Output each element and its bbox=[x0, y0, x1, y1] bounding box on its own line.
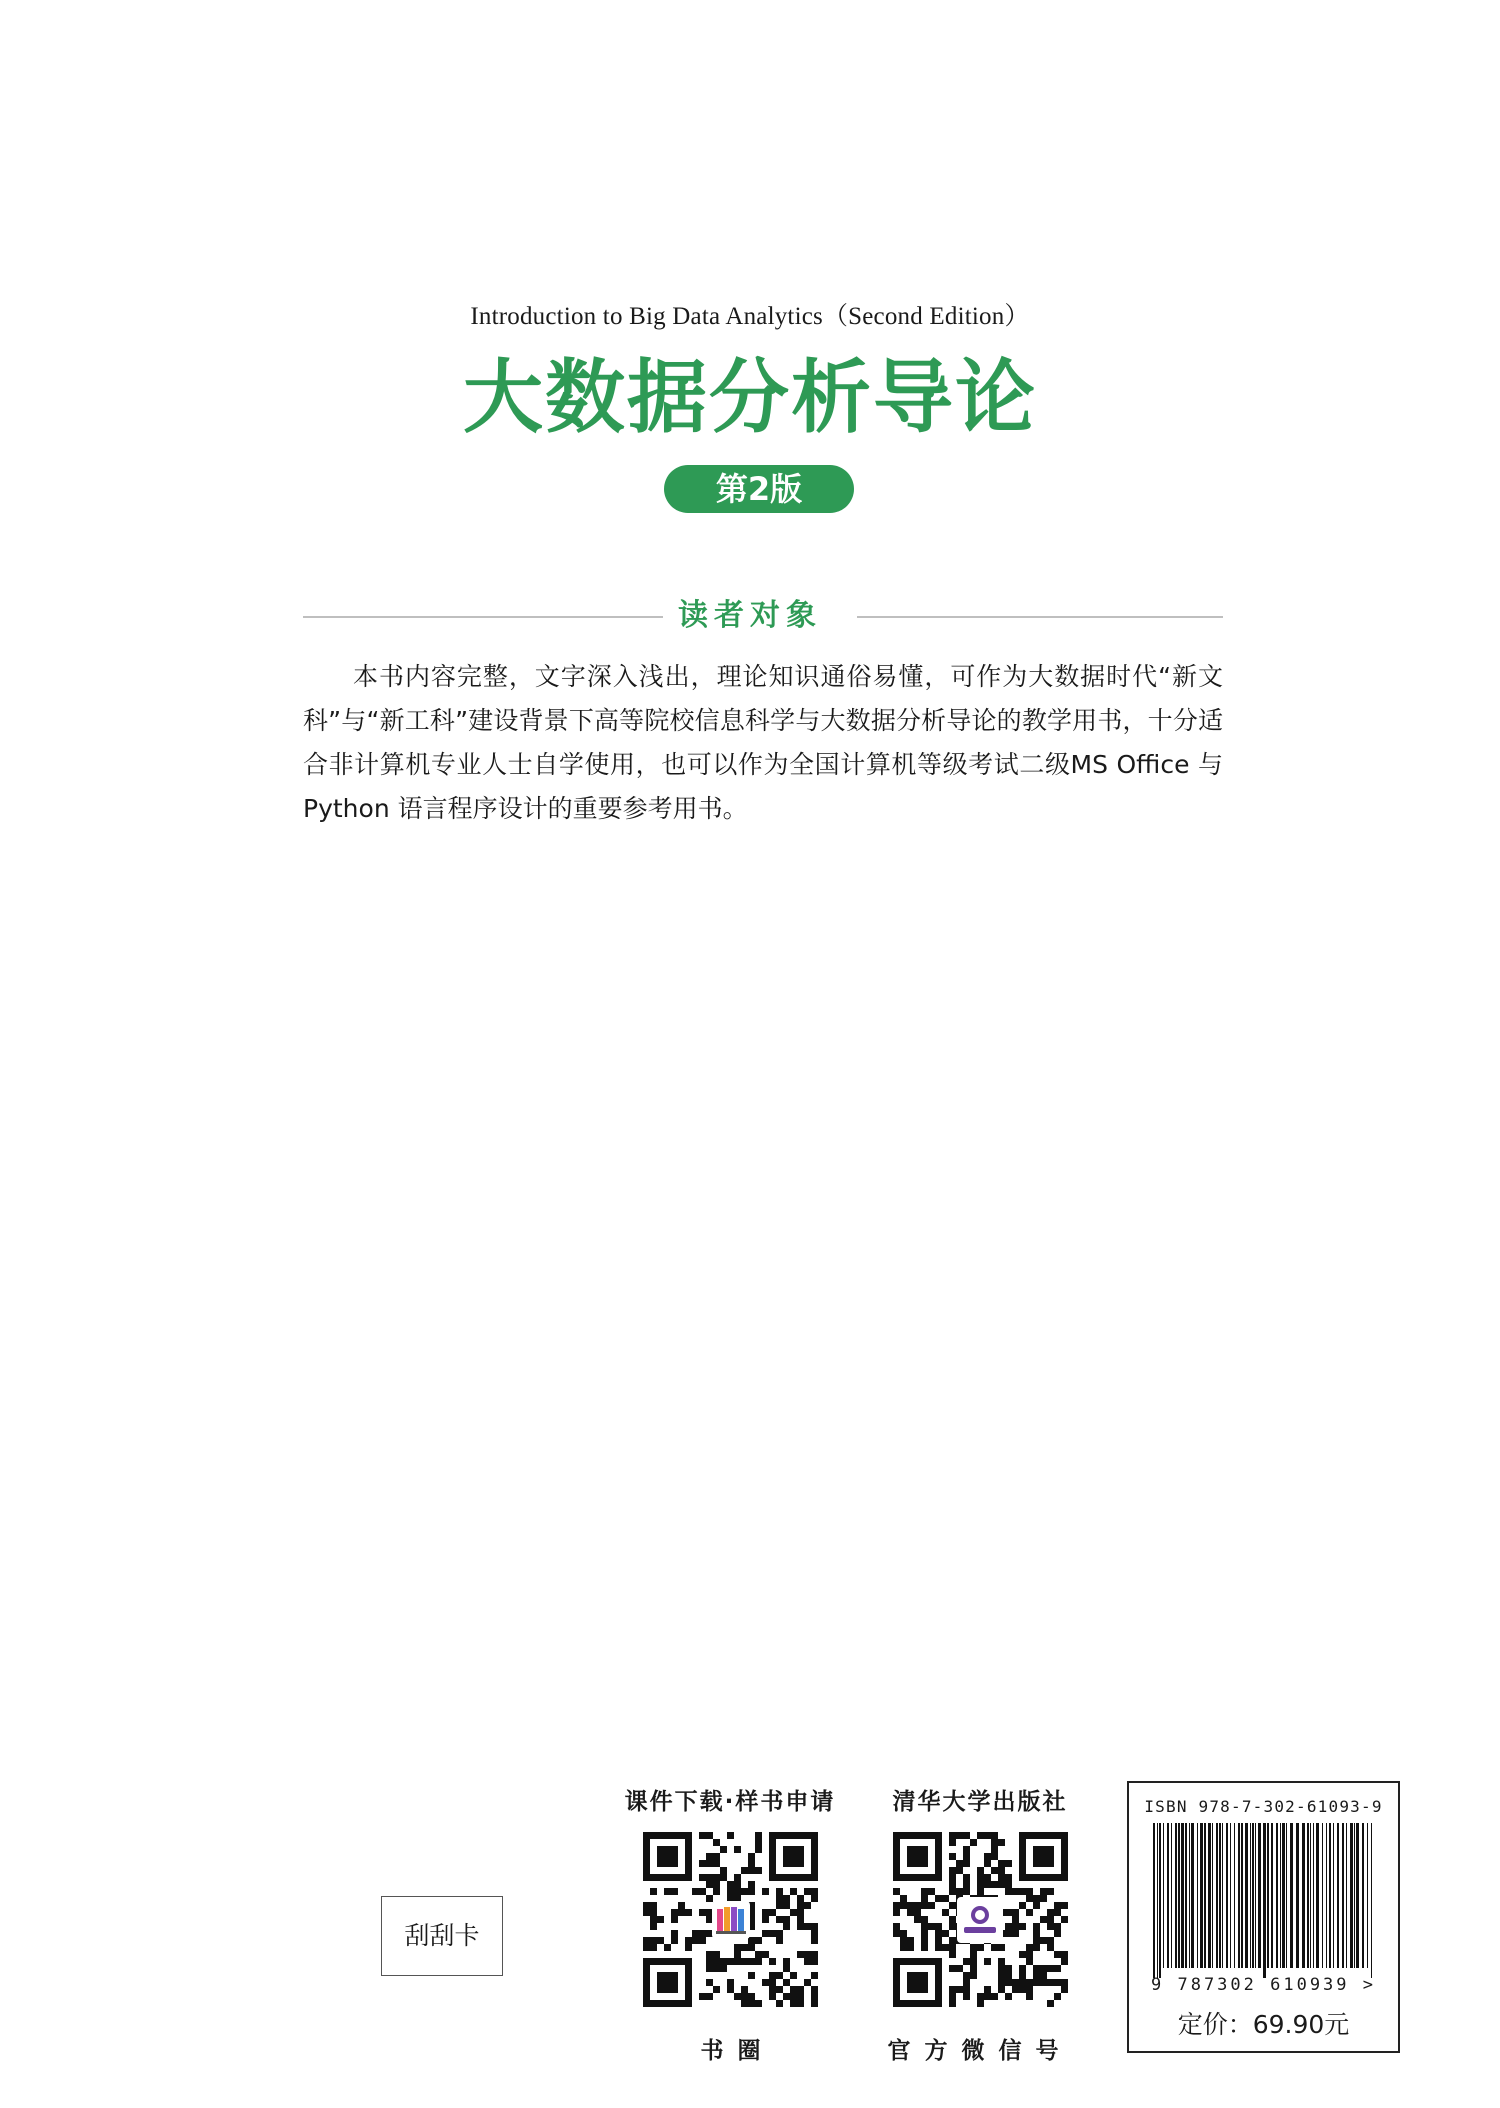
section-divider-left bbox=[303, 616, 663, 618]
audience-paragraph: 本书内容完整，文字深入浅出，理论知识通俗易懂，可作为大数据时代“新文科”与“新工科”建设背景下高等院校信息科学与大数据分析导论的教学用书，十分适合非计算机专业人士自学使用，也可以作为全国计算机等级考试二级MS Office 与 Python 语言程序设计的重要参考用书。 bbox=[303, 662, 1223, 823]
qr-left-caption: 书圈 bbox=[700, 2038, 775, 2064]
qr-right-label: 清华大学出版社 bbox=[892, 1789, 1068, 1815]
price: 定价：69.90元 bbox=[1177, 2010, 1350, 2039]
section-divider-right bbox=[857, 616, 1223, 618]
scratch-card[interactable]: 刮刮卡 bbox=[381, 1896, 503, 1976]
barcode-digits: 9 787302 610939 > bbox=[1151, 1975, 1376, 1995]
isbn-number: ISBN 978-7-302-61093-9 bbox=[1144, 1797, 1383, 1816]
isbn-barcode bbox=[1151, 1823, 1377, 1978]
qr-right-caption: 官方微信号 bbox=[887, 2038, 1073, 2064]
english-title: Introduction to Big Data Analytics（Second Edition） bbox=[470, 303, 1030, 330]
book-app-icon bbox=[712, 1901, 750, 1939]
chinese-title: 大数据分析导论 bbox=[463, 351, 1037, 444]
publisher-seal-icon bbox=[957, 1897, 1003, 1943]
qr-left-label: 课件下载·样书申请 bbox=[624, 1789, 836, 1815]
barcode-box bbox=[1127, 1781, 1400, 2053]
audience-heading: 读者对象 bbox=[678, 598, 822, 633]
edition-badge: 第2版 bbox=[664, 465, 854, 513]
